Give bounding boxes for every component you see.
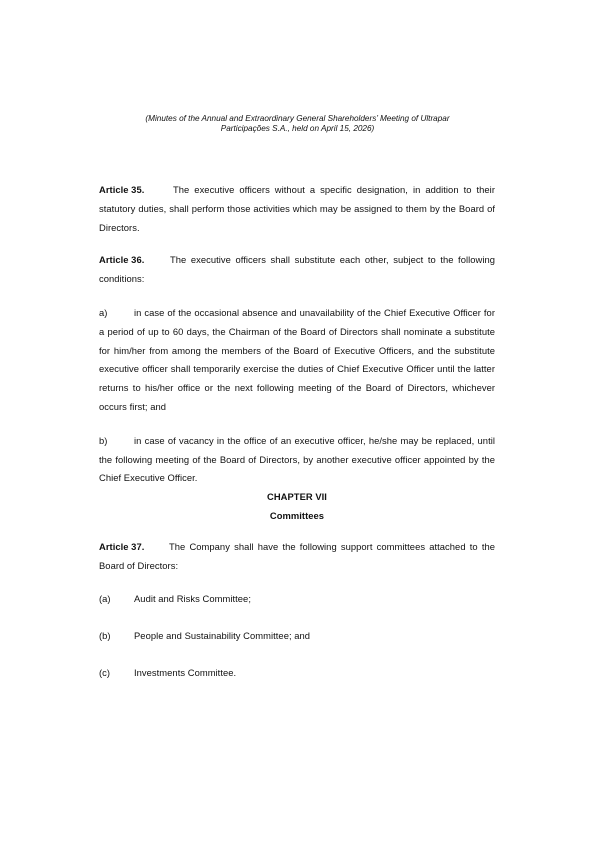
article-35-number: Article 35. <box>99 184 145 195</box>
article-36-item-a <box>99 304 495 417</box>
committee-c-letter: (c) <box>99 666 111 678</box>
article-36-text: The executive officers shall substitute each other, subject to the following conditions: <box>99 254 495 285</box>
committee-a-letter: (a) <box>99 593 111 605</box>
article-36-number: Article 36. <box>99 254 145 266</box>
item-a-letter: a) <box>99 306 108 318</box>
committee-item-c <box>99 664 495 683</box>
article-37-text: The Company shall have the following support committees attached to the Board of Directors: <box>99 540 495 571</box>
page-header <box>99 114 496 133</box>
committee-b-letter: (b) <box>99 630 111 642</box>
committee-item-b <box>99 627 495 646</box>
article-36-item-b <box>99 432 495 488</box>
article-37 <box>99 538 495 576</box>
committee-a-text: Audit and Risks Committee; <box>134 593 251 605</box>
committee-item-a <box>99 590 495 609</box>
article-35-text: The executive officers without a specific designation, in addition to their statutory duties, shall perform those activities which may be assigned to them by the Board of Directors. <box>99 184 495 233</box>
header-line-2: Participações S.A., held on April 15, 2026) <box>220 123 375 133</box>
header-line-1: (Minutes of the Annual and Extraordinary General Shareholders’ Meeting of Ultrapar <box>145 114 450 123</box>
chapter-title: Committees <box>269 509 325 521</box>
item-b-text: in case of vacancy in the office of an executive officer, he/she may be replaced, until the following meeting of the Board of Directors, by another executive officer appointed by the Chief Executive Officer. <box>99 434 495 484</box>
committee-c-text: Investments Committee. <box>134 666 237 678</box>
article-36 <box>99 251 495 289</box>
document-body <box>99 181 495 683</box>
committee-b-text: People and Sustainability Committee; and <box>134 630 311 642</box>
article-37-number: Article 37. <box>99 540 145 552</box>
chapter-number: CHAPTER VII <box>267 491 327 503</box>
item-a-text: in case of the occasional absence and unavailability of the Chief Executive Officer for a period of up to 60 days, the Chairman of the Board of Directors shall nominate a substitute for him/her from among the members of the Board of Executive Officers, and the substitute executive officer shall temporarily exercise the duties of Chief Executive Officer until the latter returns to his/her office or the next following meeting of the Board of Directors, whichever occurs first; and <box>99 306 495 412</box>
article-35 <box>99 181 495 237</box>
item-b-letter: b) <box>99 434 108 446</box>
